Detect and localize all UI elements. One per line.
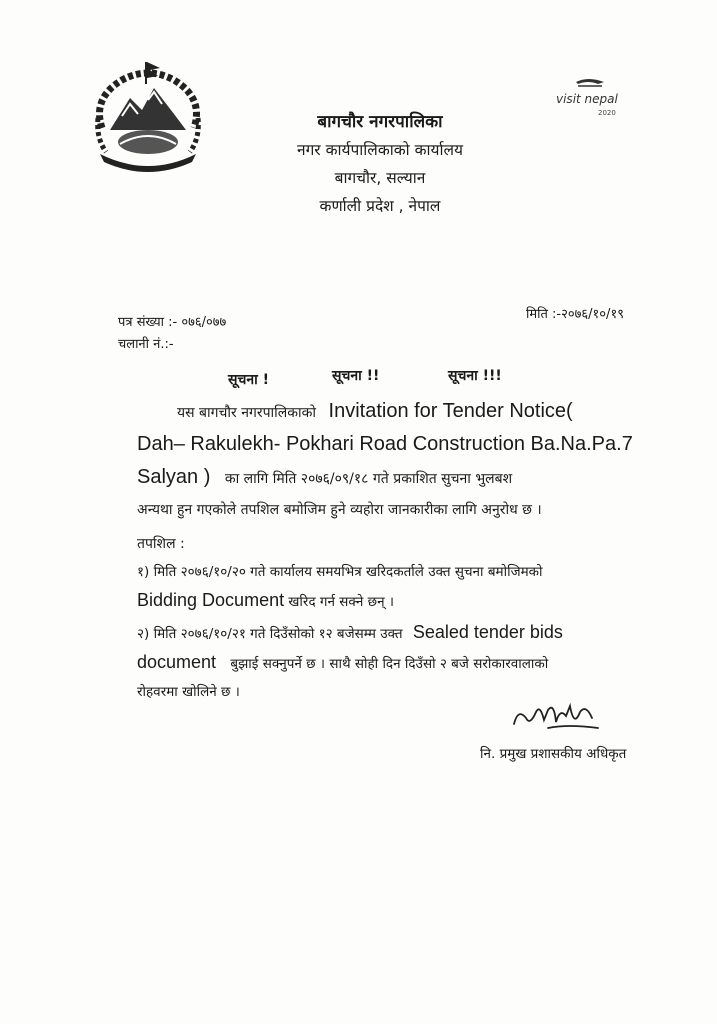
para-line3-np: का लागि मिति २०७६/०९/१८ गते प्रकाशित सुचना भुलबश — [224, 471, 513, 487]
notice-heading-1: सूचना ! — [228, 372, 270, 388]
dispatch-number: चलानी नं.:- — [118, 337, 174, 352]
item2-line3: रोहवरमा खोलिने छ । — [137, 684, 240, 700]
para-line3-en: Salyan ) — [137, 466, 211, 488]
province-country: कर्णाली प्रदेश , नेपाल — [319, 197, 441, 215]
letter-number: पत्र संख्या :- ०७६/०७७ — [118, 315, 227, 330]
notice-paragraph — [137, 396, 657, 526]
visit-nepal-logo-year: 2020 — [598, 109, 616, 117]
government-emblem-logo — [82, 58, 214, 180]
item2-line1-np: २) मिति २०७६/१०/२१ गते दिउँसोको १२ बजेसम्म उक्त — [137, 626, 403, 642]
office-name: नगर कार्यपालिकाको कार्यालय — [296, 141, 464, 159]
item1-line1: १) मिति २०७६/१०/२० गते कार्यालय समयभित्र खरिदकर्ताले उक्त सुचना बमोजिमको — [137, 564, 543, 580]
signatory-title: नि. प्रमुख प्रशासकीय अधिकृत — [480, 746, 627, 762]
municipality-name: बागचौर नगरपालिका — [317, 112, 443, 132]
item2-line2-np: बुझाई सक्नुपर्ने छ । साथै सोही दिन दिउँसो २ बजे सरोकारवालाको — [230, 656, 549, 672]
detail-item-2 — [137, 618, 657, 706]
item2-line2-en: document — [137, 652, 217, 672]
para-line1-en: Invitation for Tender Notice( — [328, 400, 573, 422]
handwritten-signature — [508, 698, 604, 738]
para-line4-np: अन्यथा हुन गएकोले तपशिल बमोजिम हुने व्यहोरा जानकारीका लागि अनुरोध छ । — [137, 502, 542, 518]
letterhead — [260, 108, 500, 220]
item1-line2-np: खरिद गर्न सक्ने छन् । — [288, 594, 394, 610]
para-line1-np: यस बागचौर नगरपालिकाको — [177, 405, 317, 421]
office-address: बागचौर, सल्यान — [334, 169, 426, 187]
details-heading: तपशिल : — [137, 536, 185, 552]
para-line2-en: Dah– Rakulekh- Pokhari Road Construction Ba.Na.Pa.7 — [137, 433, 633, 455]
detail-item-1 — [137, 558, 657, 616]
notice-heading-3: सूचना !!! — [448, 368, 502, 384]
notice-heading-2: सूचना !! — [332, 368, 380, 384]
item1-line2-en: Bidding Document — [137, 590, 285, 610]
item2-line1-en: Sealed tender bids — [412, 622, 563, 642]
visit-nepal-logo-text: visit nepal — [556, 92, 618, 106]
letter-date: मिति :-२०७६/१०/१९ — [526, 307, 624, 322]
